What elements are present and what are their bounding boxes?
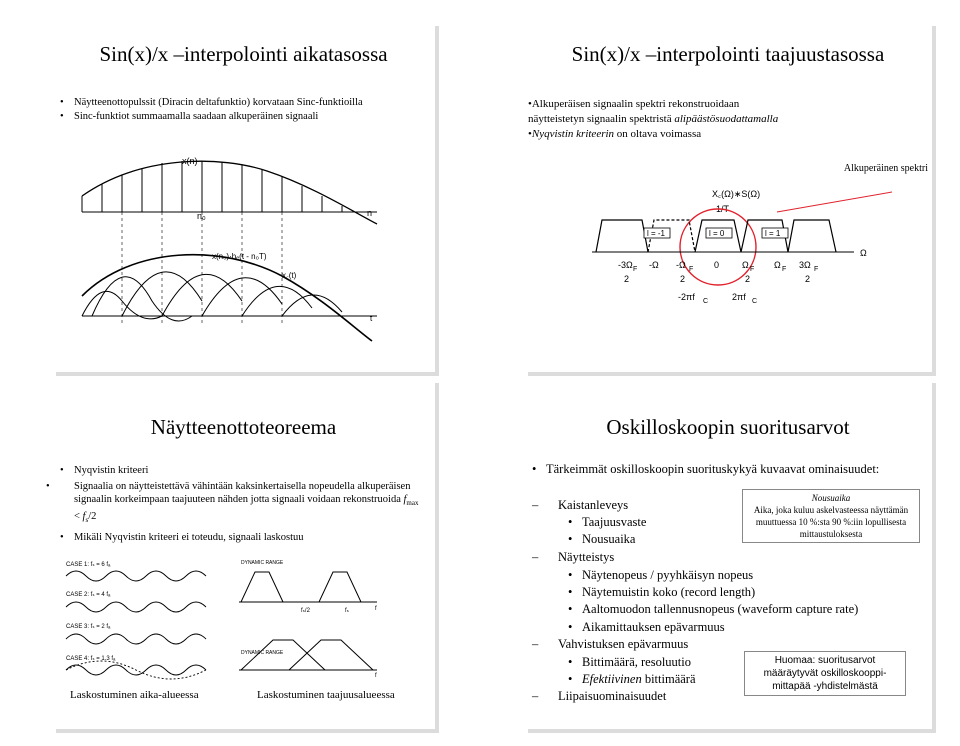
caption-frequency-domain: Laskostuminen taajuusalueessa — [257, 689, 395, 701]
tick-sub: F — [750, 266, 755, 273]
slide-sampling-theorem — [46, 379, 435, 729]
label-l-1: l = 1 — [765, 229, 781, 238]
label-l-m1: l = -1 — [647, 229, 666, 238]
slide-title: Sin(x)/x –interpolointi aikatasossa — [99, 42, 388, 66]
tick-label: Ω — [742, 260, 749, 270]
label-conv: X꜀(Ω)∗S(Ω) — [712, 189, 761, 199]
spec-item: – Kaistanleveys — [532, 498, 629, 512]
aliasing-frequency-figure — [237, 552, 382, 677]
spec-item: • Tärkeimmät oskilloskoopin suorituskykyä kuvaavat ominaisuudet: — [532, 462, 880, 476]
label-n0: n₀ — [197, 211, 206, 221]
tick-sub: F — [782, 266, 787, 273]
spec-item: – Vahvistuksen epävarmuus — [532, 637, 689, 651]
label-pos2pi: 2πf — [732, 292, 746, 302]
label-interp: x(n₀)·hₑ(t - n₀T) — [212, 252, 267, 261]
warning-text: Huomaa: suoritusarvot määräytyvät oskilloskooppi-mittapää -yhdistelmästä — [763, 655, 887, 692]
spec-item: • Bittimäärä, resoluutio — [568, 655, 692, 669]
spec-item: • Aikamittauksen epävarmuus — [568, 620, 725, 634]
rise-time-note — [742, 489, 920, 543]
caption-time-domain: Laskostuminen aika-alueessa — [70, 689, 199, 701]
bullet-item: näytteistetyn signaalin spektristä alipäästösuodattamalla — [528, 113, 779, 125]
case-label: CASE 2: fₛ = 4 fₐ — [66, 592, 111, 598]
tick-den: 2 — [805, 274, 811, 284]
bullet-item: • Sinc-funktiot summaamalla saadaan alkuperäinen signaali — [60, 111, 319, 122]
bullet-item: •Alkuperäisen signaalin spektri rekonstruoidaan — [528, 98, 740, 110]
bullet-item: • Nyqvistin kriteeri — [60, 465, 149, 476]
tick-label: 0 — [714, 260, 720, 270]
slide-title: Sin(x)/x –interpolointi taajuustasossa — [571, 42, 885, 66]
label-omega-axis: Ω — [860, 248, 867, 258]
sinc-interpolation-figure — [52, 126, 435, 366]
spec-item: • Näytemuistin koko (record length) — [568, 585, 756, 599]
spectrum-caption: Alkuperäinen spektri — [843, 163, 928, 174]
label-xc: x꜀(t) — [282, 271, 297, 280]
spec-item: • Taajuusvaste — [568, 515, 647, 529]
slide-sinc-frequency — [524, 22, 932, 372]
note-text: Aika, joka kuluu askelvasteessa näyttämän muuttuessa 10 %:sta 90 %:iin lopullisesta mittaustuloksesta — [753, 505, 909, 539]
tick-label: Ω — [774, 260, 781, 270]
tick-sub: F — [814, 266, 819, 273]
label-neg2pi: -2πf — [678, 292, 695, 302]
label-amp: 1/T — [716, 204, 730, 214]
label-n: n — [367, 208, 373, 218]
bullet-item: • Signaalia on näytteistettävä vähintään kaksinkertaisella nopeudella alkuperäisen signaalin korkeimpaan taajuuteen nähden jotta signaali voidaan rekonstruoida $f_{max} < f_s/2$ — [46, 481, 419, 525]
tick-den: 2 — [680, 274, 686, 284]
label-l-0: l = 0 — [709, 229, 725, 238]
dynamic-range-label: DYNAMIC RANGE — [241, 560, 284, 566]
tick-label: -Ω — [676, 260, 686, 270]
slide-sinc-time — [52, 22, 435, 372]
bullet-item: •Nyqvistin kriteerin on oltava voimassa — [528, 128, 702, 140]
slide-title: Näytteenottoteoreema — [150, 415, 337, 439]
spec-item: • Aaltomuodon tallennusnopeus (waveform capture rate) — [568, 602, 859, 616]
label-fc-sub: C — [703, 298, 709, 305]
bullet-item: • Mikäli Nyqvistin kriteeri ei toteudu, signaali laskostuu — [60, 532, 304, 543]
freq-label: fₛ — [345, 608, 349, 614]
tick-label: 3Ω — [799, 260, 811, 270]
tick-label: -Ω — [649, 260, 659, 270]
case-label: CASE 1: fₛ = 6 fₐ — [66, 562, 111, 568]
slide-title: Oskilloskoopin suoritusarvot — [606, 415, 850, 439]
case-label: CASE 4: fₛ = 1.3 fₐ — [66, 656, 116, 662]
label-fc-sub: C — [752, 298, 758, 305]
slide-oscilloscope-specs — [524, 379, 932, 729]
label-t: t — [370, 314, 373, 323]
tick-sub: F — [633, 266, 638, 273]
spectrum-figure — [524, 172, 932, 372]
freq-label: f — [375, 673, 377, 679]
dynamic-range-label: DYNAMIC RANGE — [241, 650, 284, 656]
note-title: Nousuaika — [811, 493, 851, 503]
tick-sub: F — [689, 266, 694, 273]
spec-item: – Liipaisuominaisuudet — [532, 689, 667, 703]
spec-item: • Nousuaika — [568, 532, 636, 546]
spec-item: • Näytenopeus / pyyhkäisyn nopeus — [568, 568, 754, 582]
tick-den: 2 — [624, 274, 630, 284]
tick-den: 2 — [745, 274, 751, 284]
freq-label: fₛ/2 — [301, 608, 310, 614]
tick-label: -3Ω — [618, 260, 633, 270]
case-label: CASE 3: fₛ = 2 fₐ — [66, 624, 111, 630]
label-xn: x(n) — [182, 156, 198, 166]
spec-item: – Näytteistys — [532, 550, 615, 564]
warning-note — [744, 651, 906, 696]
freq-label: f — [375, 606, 377, 612]
aliasing-time-figure — [64, 552, 214, 677]
spec-item: • Efektiivinen bittimäärä — [568, 672, 696, 686]
bullet-item: • Näytteenottopulssit (Diracin deltafunktio) korvataan Sinc-funktioilla — [60, 97, 363, 108]
